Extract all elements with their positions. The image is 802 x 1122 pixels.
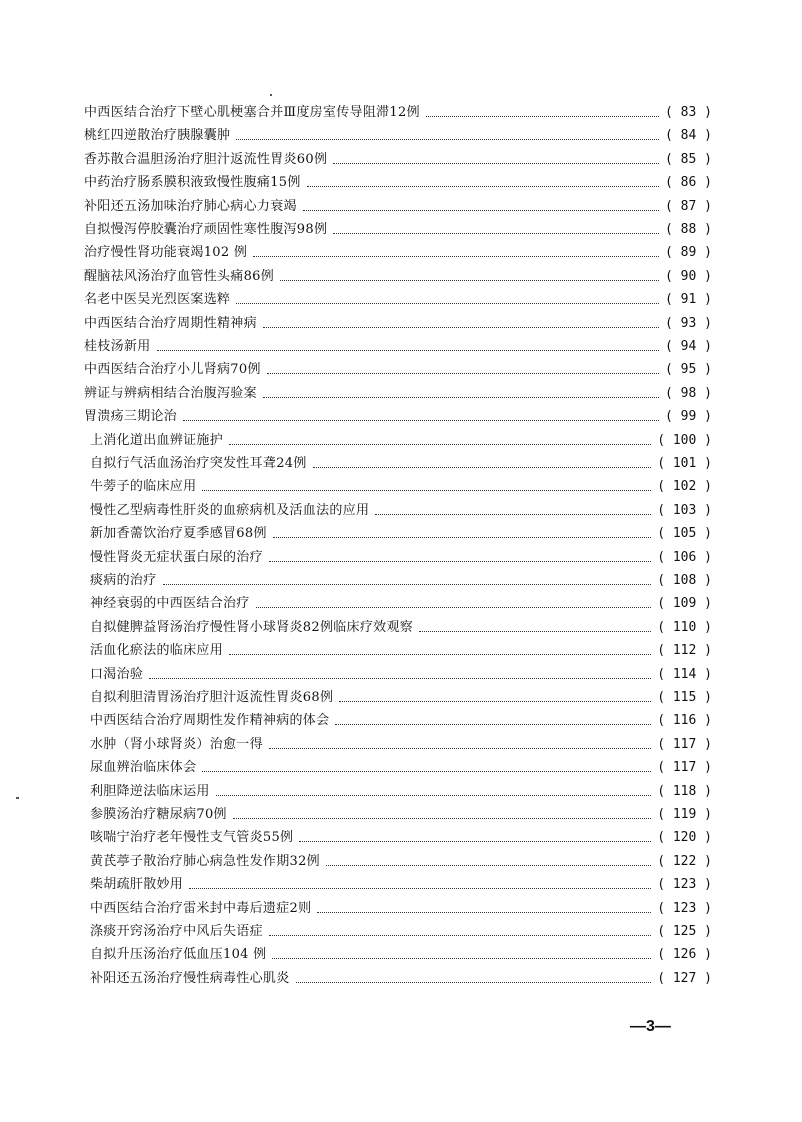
dot-leader [272, 957, 651, 959]
toc-entry-title: 尿血辨治临床体会 [90, 760, 197, 776]
toc-entry [90, 476, 712, 498]
toc-entry-page: ( 126 ) [657, 947, 712, 963]
toc-entry-page: ( 98 ) [665, 385, 712, 401]
dot-leader [216, 794, 652, 796]
dot-leader [229, 443, 651, 445]
toc-entry-page: ( 102 ) [657, 479, 712, 495]
toc-entry [90, 827, 712, 849]
toc-entry-title: 中西医结合治疗小儿肾病70例 [84, 362, 261, 378]
toc-entry [84, 102, 712, 124]
toc-entry-title: 水肿（肾小球肾炎）治愈一得 [90, 736, 263, 752]
toc-entry-page: ( 114 ) [657, 666, 712, 682]
toc-entry-page: ( 103 ) [657, 502, 712, 518]
scan-speck [270, 94, 272, 96]
toc-entry-page: ( 86 ) [665, 175, 712, 191]
dot-leader [163, 583, 652, 585]
toc-entry-title: 活血化瘀法的临床应用 [90, 643, 224, 659]
toc-entry [90, 687, 712, 709]
dot-leader [419, 630, 651, 632]
dot-leader [307, 185, 659, 187]
toc-entry-page: ( 89 ) [665, 245, 712, 261]
toc-entry-page: ( 94 ) [665, 339, 712, 354]
toc-entry [84, 406, 712, 428]
dot-leader [183, 419, 659, 421]
toc-entry-page: ( 87 ) [665, 198, 712, 214]
dot-leader [335, 723, 651, 725]
toc-entry-title: 咳喘宁治疗老年慢性支气管炎55例 [90, 830, 294, 846]
dot-leader [269, 934, 651, 936]
dot-leader [229, 653, 651, 655]
dot-leader [426, 115, 659, 117]
toc-entry [90, 664, 712, 686]
toc-entry-title: 参膜汤治疗糖尿病70例 [90, 807, 227, 822]
toc-entry-title: 桂枝汤新用 [84, 339, 151, 354]
toc-entry-page: ( 99 ) [665, 409, 712, 425]
toc-entry [84, 266, 712, 288]
toc-entry [84, 289, 712, 311]
dot-leader [263, 396, 659, 398]
toc-entry [84, 196, 712, 218]
toc-entry-title: 中西医结合治疗周期性发作精神病的体会 [90, 713, 330, 729]
dot-leader [326, 864, 651, 866]
toc-entry [90, 617, 712, 639]
toc-entry-title: 慢性肾炎无症状蛋白尿的治疗 [90, 549, 263, 565]
dot-leader [189, 887, 651, 889]
toc-entry [90, 570, 712, 592]
toc-entry [84, 359, 712, 381]
dot-leader [236, 302, 659, 304]
dot-leader [267, 372, 659, 374]
dot-leader [313, 466, 652, 468]
toc-entry [84, 242, 712, 264]
toc-entry-page: ( 93 ) [665, 315, 712, 331]
toc-entry [90, 968, 712, 990]
toc-entry-title: 自拟利胆清胃汤治疗胆汁返流性胃炎68例 [90, 690, 334, 705]
dot-leader [333, 232, 659, 234]
toc-entry-page: ( 125 ) [657, 924, 712, 939]
toc-entry-title: 香苏散合温胆汤治疗胆汁返流性胃炎60例 [84, 151, 328, 167]
toc-entry-title: 中西医结合治疗周期性精神病 [84, 315, 257, 331]
toc-entry-page: ( 101 ) [657, 456, 712, 471]
toc-entry [90, 430, 712, 452]
toc-entry-title: 涤痰开窍汤治疗中风后失语症 [90, 924, 263, 939]
toc-entry [90, 547, 712, 569]
toc-entry [84, 383, 712, 405]
toc-entry [90, 898, 712, 920]
toc-entry-title: 中药治疗肠系膜积液致慢性腹痛15例 [84, 175, 301, 191]
toc-entry-title: 神经衰弱的中西医结合治疗 [90, 596, 250, 612]
toc-entry-page: ( 83 ) [665, 105, 712, 120]
toc-entry-title: 慢性乙型病毒性肝炎的血瘀病机及活血法的应用 [90, 502, 370, 518]
toc-entry-page: ( 115 ) [657, 690, 712, 705]
dot-leader [157, 349, 660, 351]
toc-entry-title: 醒脑祛风汤治疗血管性头痛86例 [84, 268, 275, 284]
dot-leader [202, 489, 651, 491]
toc-entry [90, 944, 712, 966]
toc-entry-title: 胃溃疡三期论治 [84, 409, 178, 425]
toc-entry-page: ( 123 ) [657, 877, 712, 893]
dot-leader [296, 981, 652, 983]
dot-leader [269, 747, 651, 749]
toc-entry-title: 自拟慢泻停胶囊治疗顽固性寒性腹泻98例 [84, 222, 328, 237]
toc-entry-page: ( 88 ) [665, 222, 712, 237]
dot-leader [149, 677, 651, 679]
toc-entry [84, 149, 712, 171]
toc-entry-page: ( 117 ) [657, 760, 712, 776]
toc-entry-page: ( 118 ) [657, 783, 712, 799]
dot-leader [269, 560, 651, 562]
toc-entry-page: ( 95 ) [665, 362, 712, 378]
dot-leader [253, 255, 659, 257]
toc-entry-title: 柴胡疏肝散妙用 [90, 877, 184, 893]
scan-speck [16, 797, 19, 799]
toc-entry [90, 757, 712, 779]
toc-entry-title: 中西医结合治疗下壁心肌梗塞合并Ⅲ度房室传导阻滞12例 [84, 105, 420, 120]
toc-entry [90, 781, 712, 803]
toc-entry-title: 黄芪葶子散治疗肺心病急性发作期32例 [90, 853, 320, 869]
toc-entry [90, 710, 712, 732]
toc-entry-title: 自拟行气活血汤治疗突发性耳聋24例 [90, 456, 307, 471]
dot-leader [339, 700, 651, 702]
toc-entry [84, 313, 712, 335]
toc-entry-page: ( 122 ) [657, 853, 712, 869]
toc-entry-page: ( 85 ) [665, 151, 712, 167]
toc-entry-page: ( 112 ) [657, 643, 712, 659]
dot-leader [375, 513, 651, 515]
toc-entry [90, 500, 712, 522]
toc-entry-page: ( 120 ) [657, 830, 712, 846]
toc-entry-page: ( 106 ) [657, 549, 712, 565]
toc-entry-title: 口渴治验 [90, 666, 144, 682]
toc-entry [90, 640, 712, 662]
toc-entry-title: 牛蒡子的临床应用 [90, 479, 197, 495]
toc-entry-title: 新加香薷饮治疗夏季感冒68例 [90, 526, 267, 542]
toc-entry-title: 桃红四逆散治疗胰腺囊肿 [84, 128, 231, 144]
toc-entry-title: 治疗慢性肾功能衰竭102 例 [84, 245, 248, 261]
dot-leader [333, 162, 659, 164]
toc-entry [90, 851, 712, 873]
toc-entry-page: ( 123 ) [657, 900, 712, 916]
toc-entry-title: 自拟升压汤治疗低血压104 例 [90, 947, 267, 963]
toc-entry-title: 补阳还五汤加味治疗肺心病心力衰竭 [84, 198, 297, 214]
toc-entry-page: ( 91 ) [665, 292, 712, 308]
dot-leader [256, 606, 652, 608]
toc-entry-page: ( 116 ) [657, 713, 712, 729]
toc-entry [84, 219, 712, 241]
dot-leader [233, 817, 651, 819]
toc-entry [90, 453, 712, 475]
toc-entry-page: ( 127 ) [657, 970, 712, 986]
toc-entry-title: 补阳还五汤治疗慢性病毒性心肌炎 [90, 970, 290, 986]
toc-entry-page: ( 119 ) [657, 807, 712, 822]
toc-entry [90, 523, 712, 545]
toc-entry-page: ( 90 ) [665, 268, 712, 284]
toc-entry-title: 利胆降逆法临床运用 [90, 783, 210, 799]
toc-entry-page: ( 100 ) [657, 432, 712, 448]
toc-entry-page: ( 108 ) [657, 573, 712, 588]
toc-entry-title: 自拟健脾益肾汤治疗慢性肾小球肾炎82例临床疗效观察 [90, 619, 414, 635]
toc-entry-title: 名老中医吴光烈医案选粹 [84, 292, 231, 308]
toc-entry-page: ( 117 ) [657, 736, 712, 752]
toc-entry-page: ( 109 ) [657, 596, 712, 612]
toc-entry-title: 上消化道出血辨证施护 [90, 432, 224, 448]
toc-entry [84, 336, 712, 358]
toc-entry-page: ( 105 ) [657, 526, 712, 542]
toc-entry [84, 125, 712, 147]
dot-leader [263, 326, 659, 328]
toc-entry [90, 921, 712, 943]
toc-entry-page: ( 110 ) [657, 619, 712, 635]
toc-entry [90, 734, 712, 756]
page-number: —3— [630, 1018, 671, 1035]
dot-leader [202, 770, 651, 772]
dot-leader [236, 138, 659, 140]
toc-entry [90, 593, 712, 615]
dot-leader [299, 840, 651, 842]
toc-entry [90, 804, 712, 826]
dot-leader [273, 536, 651, 538]
toc-entry [84, 172, 712, 194]
dot-leader [280, 279, 659, 281]
toc-entry-page: ( 84 ) [665, 128, 712, 144]
toc-entry [90, 874, 712, 896]
toc-entry-title: 辨证与辨病相结合治腹泻验案 [84, 385, 257, 401]
dot-leader [317, 911, 651, 913]
toc-entry-title: 中西医结合治疗雷米封中毒后遗症2则 [90, 900, 312, 916]
toc-entry-title: 痰病的治疗 [90, 573, 157, 588]
dot-leader [303, 209, 659, 211]
